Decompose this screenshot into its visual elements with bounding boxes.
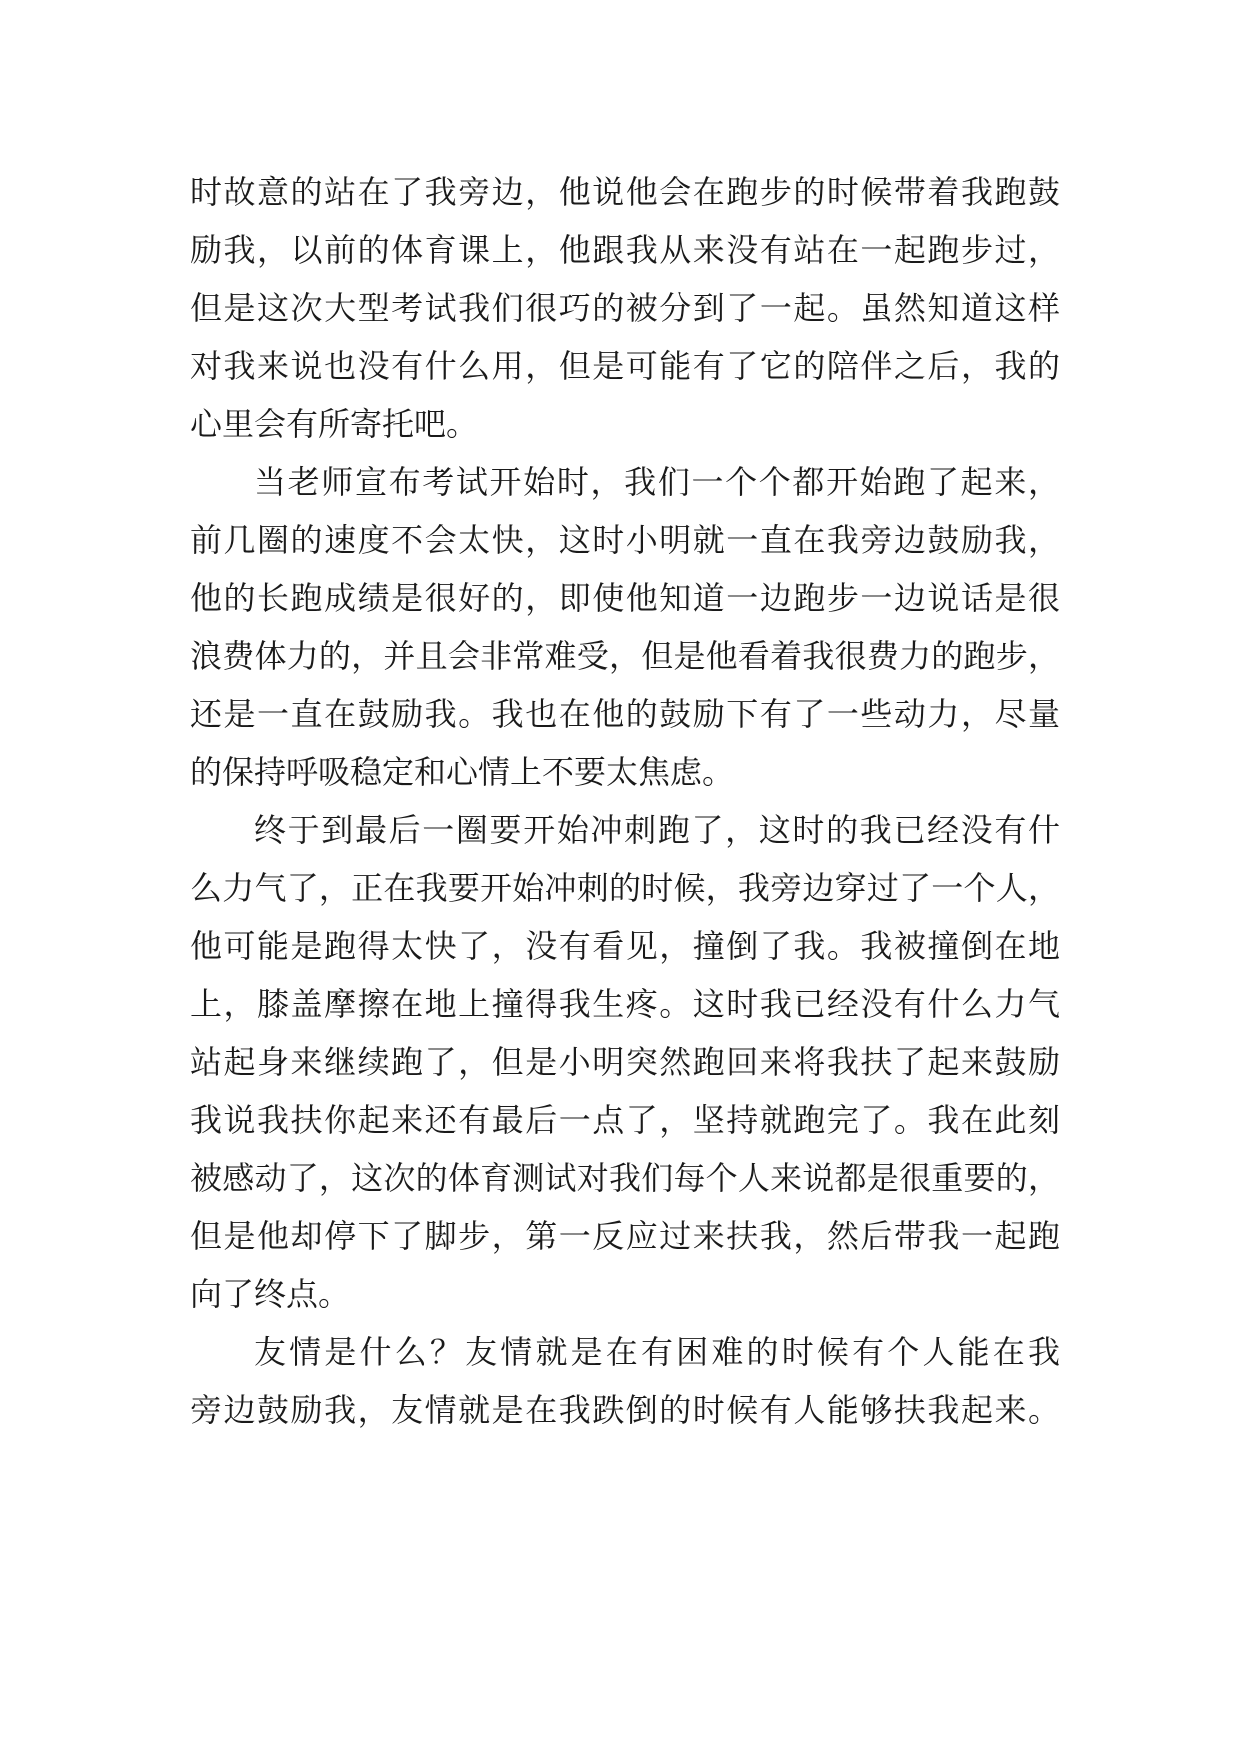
- text-line: 被感动了，这次的体育测试对我们每个人来说都是很重要的，: [190, 1159, 1060, 1197]
- text-line: 旁边鼓励我，友情就是在我跌倒的时候有人能够扶我起来。: [190, 1391, 1060, 1429]
- paragraph-first-line: 终于到最后一圈要开始冲刺跑了，这时的我已经没有什: [254, 811, 1060, 849]
- text-line: 么力气了，正在我要开始冲刺的时候，我旁边穿过了一个人，: [190, 869, 1060, 907]
- text-line: 但是这次大型考试我们很巧的被分到了一起。虽然知道这样: [190, 289, 1060, 327]
- text-line: 我说我扶你起来还有最后一点了，坚持就跑完了。我在此刻: [190, 1101, 1060, 1139]
- paragraph-first-line: 友情是什么？友情就是在有困难的时候有个人能在我: [254, 1333, 1060, 1371]
- text-line: 上，膝盖摩擦在地上撞得我生疼。这时我已经没有什么力气: [190, 985, 1060, 1023]
- paragraph-first-line: 当老师宣布考试开始时，我们一个个都开始跑了起来，: [254, 463, 1060, 501]
- text-line: 浪费体力的，并且会非常难受，但是他看着我很费力的跑步，: [190, 637, 1060, 675]
- text-line: 他可能是跑得太快了，没有看见，撞倒了我。我被撞倒在地: [190, 927, 1060, 965]
- text-line: 向了终点。: [190, 1275, 351, 1313]
- text-line: 励我，以前的体育课上，他跟我从来没有站在一起跑步过，: [190, 231, 1060, 269]
- text-line: 心里会有所寄托吧。: [190, 405, 479, 443]
- text-line: 但是他却停下了脚步，第一反应过来扶我，然后带我一起跑: [190, 1217, 1060, 1255]
- body-text: [190, 163, 1060, 1439]
- text-line: 时故意的站在了我旁边，他说他会在跑步的时候带着我跑鼓: [190, 173, 1060, 211]
- text-line: 对我来说也没有什么用，但是可能有了它的陪伴之后，我的: [190, 347, 1060, 385]
- text-line: 他的长跑成绩是很好的，即使他知道一边跑步一边说话是很: [190, 579, 1060, 617]
- text-line: 站起身来继续跑了，但是小明突然跑回来将我扶了起来鼓励: [190, 1043, 1060, 1081]
- text-line: 前几圈的速度不会太快，这时小明就一直在我旁边鼓励我，: [190, 521, 1060, 559]
- text-line: 的保持呼吸稳定和心情上不要太焦虑。: [190, 753, 735, 791]
- text-line: 还是一直在鼓励我。我也在他的鼓励下有了一些动力，尽量: [190, 695, 1060, 733]
